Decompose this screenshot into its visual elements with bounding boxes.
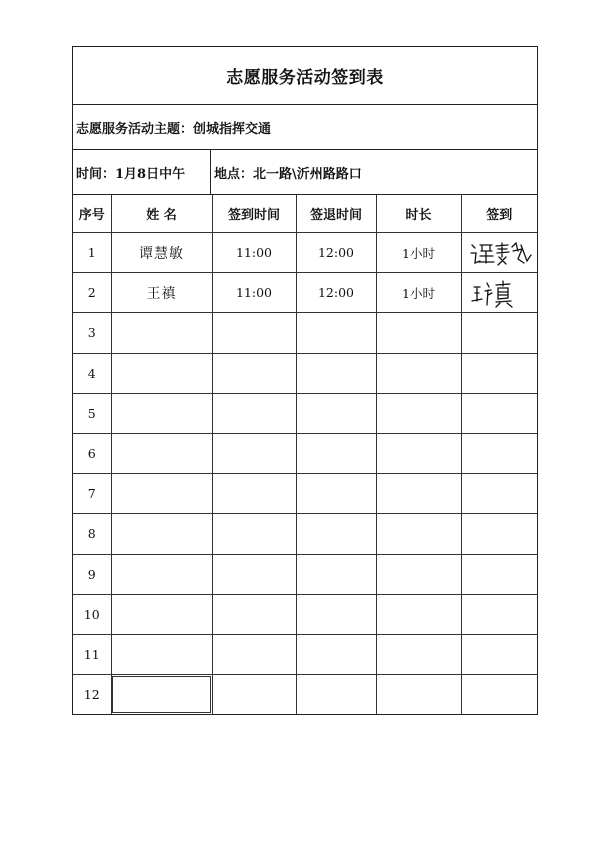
sign-out-time-cell bbox=[296, 474, 376, 514]
duration-cell bbox=[376, 675, 461, 715]
name-cell bbox=[111, 313, 212, 353]
row-number: 10 bbox=[73, 594, 111, 634]
place-value: 北一路\沂州路路口 bbox=[253, 166, 362, 182]
name-cell bbox=[111, 594, 212, 634]
signature-cell bbox=[461, 313, 537, 353]
row-number: 11 bbox=[73, 634, 111, 674]
row-number: 9 bbox=[73, 554, 111, 594]
column-header-sign-in-time: 签到时间 bbox=[212, 195, 296, 233]
signature-cell bbox=[461, 594, 537, 634]
time-value: 1月8日中午 bbox=[115, 166, 186, 182]
name-cell: 王禛 bbox=[111, 273, 212, 313]
handwritten-signature-2 bbox=[466, 277, 532, 309]
table-row bbox=[73, 393, 537, 433]
table-row bbox=[73, 514, 537, 554]
duration-cell bbox=[376, 634, 461, 674]
row-number: 8 bbox=[73, 514, 111, 554]
name-cell bbox=[111, 634, 212, 674]
signature-cell bbox=[461, 393, 537, 433]
sign-in-time-cell bbox=[212, 433, 296, 473]
sign-in-sheet bbox=[72, 46, 538, 715]
table-row bbox=[73, 634, 537, 674]
table-row bbox=[73, 594, 537, 634]
duration-cell bbox=[376, 353, 461, 393]
sign-in-time-cell bbox=[212, 393, 296, 433]
signature-cell bbox=[461, 353, 537, 393]
row-number: 4 bbox=[73, 353, 111, 393]
signature-cell bbox=[461, 233, 537, 273]
duration-cell bbox=[376, 514, 461, 554]
column-header-signature: 签到 bbox=[461, 195, 537, 233]
signature-cell bbox=[461, 514, 537, 554]
duration-cell bbox=[376, 594, 461, 634]
sign-out-time-cell bbox=[296, 353, 376, 393]
name-cell bbox=[111, 514, 212, 554]
name-cell bbox=[111, 353, 212, 393]
sign-in-time-cell: 11:00 bbox=[212, 233, 296, 273]
name-cell bbox=[111, 433, 212, 473]
duration-cell: 1小时 bbox=[376, 273, 461, 313]
table-row bbox=[73, 273, 537, 313]
row-number: 5 bbox=[73, 393, 111, 433]
duration-cell bbox=[376, 554, 461, 594]
sign-out-time-cell bbox=[296, 514, 376, 554]
sign-out-time-cell bbox=[296, 313, 376, 353]
sign-in-time-cell bbox=[212, 594, 296, 634]
sheet-title-box bbox=[72, 46, 538, 104]
row-number: 6 bbox=[73, 433, 111, 473]
row-number: 3 bbox=[73, 313, 111, 353]
duration-cell bbox=[376, 433, 461, 473]
signature-cell bbox=[461, 273, 537, 313]
name-cell bbox=[111, 393, 212, 433]
sign-in-time-cell bbox=[212, 313, 296, 353]
duration-cell: 1小时 bbox=[376, 233, 461, 273]
theme-value: 创城指挥交通 bbox=[193, 121, 272, 137]
table-row bbox=[73, 233, 537, 273]
row-number: 1 bbox=[73, 233, 111, 273]
row-number: 7 bbox=[73, 474, 111, 514]
table-row bbox=[73, 433, 537, 473]
time-label: 时间： bbox=[76, 166, 116, 182]
sign-out-time-cell bbox=[296, 393, 376, 433]
name-cell bbox=[111, 474, 212, 514]
table-row bbox=[73, 474, 537, 514]
signature-cell bbox=[461, 433, 537, 473]
column-header-no: 序号 bbox=[73, 195, 111, 233]
column-header-duration: 时长 bbox=[376, 195, 461, 233]
name-cell: 谭慧敏 bbox=[111, 233, 212, 273]
place-label: 地点： bbox=[214, 166, 254, 182]
duration-cell bbox=[376, 313, 461, 353]
column-header-sign-out-time: 签退时间 bbox=[296, 195, 376, 233]
attendance-table bbox=[73, 195, 537, 714]
sign-in-time-cell: 11:00 bbox=[212, 273, 296, 313]
sign-in-time-cell bbox=[212, 514, 296, 554]
theme-label: 志愿服务活动主题： bbox=[76, 121, 194, 137]
name-cell bbox=[111, 675, 212, 715]
sign-in-time-cell bbox=[212, 554, 296, 594]
sheet-title: 志愿服务活动签到表 bbox=[226, 68, 384, 88]
row-number: 12 bbox=[73, 675, 111, 715]
sign-in-time-cell bbox=[212, 474, 296, 514]
column-header-name: 姓 名 bbox=[111, 195, 212, 233]
table-row bbox=[73, 353, 537, 393]
sign-out-time-cell bbox=[296, 594, 376, 634]
name-cell bbox=[111, 554, 212, 594]
time-place-row bbox=[72, 149, 538, 194]
table-row bbox=[73, 675, 537, 715]
sign-in-time-cell bbox=[212, 353, 296, 393]
sign-out-time-cell bbox=[296, 675, 376, 715]
attendance-grid bbox=[72, 194, 538, 715]
table-header-row bbox=[73, 195, 537, 233]
sign-out-time-cell bbox=[296, 554, 376, 594]
row-number: 2 bbox=[73, 273, 111, 313]
handwritten-signature-1 bbox=[466, 237, 532, 269]
sign-out-time-cell bbox=[296, 634, 376, 674]
signature-cell bbox=[461, 634, 537, 674]
signature-cell bbox=[461, 675, 537, 715]
table-row bbox=[73, 554, 537, 594]
sign-out-time-cell: 12:00 bbox=[296, 233, 376, 273]
time-cell bbox=[73, 150, 211, 194]
place-cell bbox=[211, 150, 537, 194]
sign-in-time-cell bbox=[212, 634, 296, 674]
duration-cell bbox=[376, 474, 461, 514]
sign-in-time-cell bbox=[212, 675, 296, 715]
sign-out-time-cell: 12:00 bbox=[296, 273, 376, 313]
sign-out-time-cell bbox=[296, 433, 376, 473]
duration-cell bbox=[376, 393, 461, 433]
signature-cell bbox=[461, 474, 537, 514]
theme-row bbox=[72, 104, 538, 149]
table-row bbox=[73, 313, 537, 353]
signature-cell bbox=[461, 554, 537, 594]
